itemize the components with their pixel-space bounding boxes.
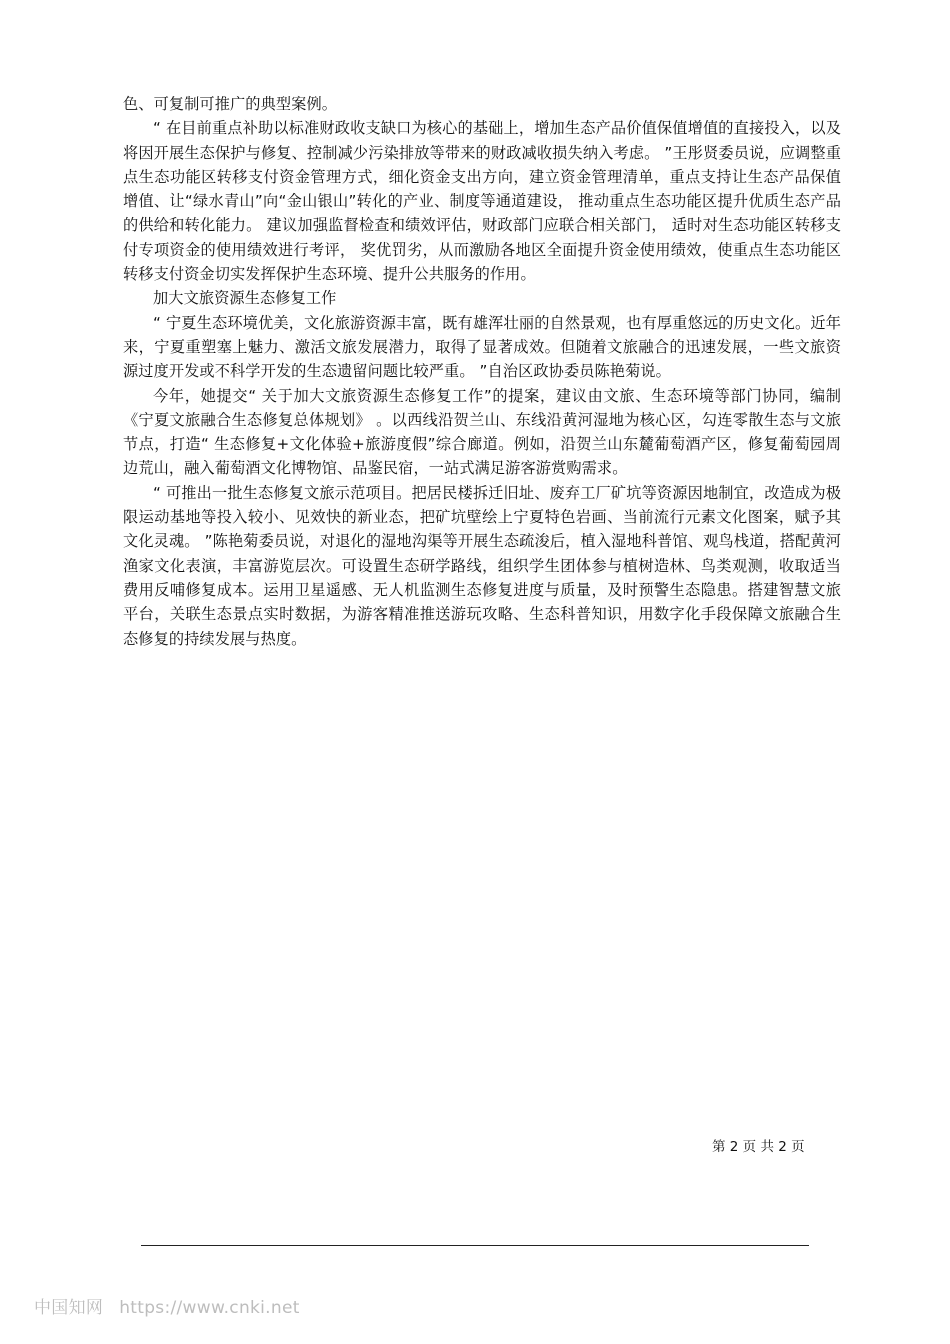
paragraph-transfer-payment: “ 在目前重点补助以标准财政收支缺口为核心的基础上，增加生态产品价值保值增值的直接投入，以及将因开展生态保护与修复、控制减少污染排放等带来的财政减收损失纳入考虑。 ”王彤贤委员说，应调整重点生态功能区转移支付资金管理方式，细化资金支出方向，建立资金管理清单，重点支持让生态产品保值增值、让“绿水青山”向“金山银山”转化的产业、制度等通道建设， 推动重点生态功能区提升优质生态产品的供给和转化能力。 建议加强监督检查和绩效评估，财政部门应联合相关部门， 适时对生态功能区转移支付专项资金的使用绩效进行考评， 奖优罚劣，从而激励各地区全面提升资金使用绩效，使重点生态功能区转移支付资金切实发挥保护生态环境、提升公共服务的作用。: [123, 119, 841, 284]
document-body: [123, 92, 841, 651]
paragraph-demo-projects: “ 可推出一批生态修复文旅示范项目。把居民楼拆迁旧址、废弃工厂矿坑等资源因地制宜，改造成为极限运动基地等投入较小、见效快的新业态，把矿坑壁绘上宁夏特色岩画、当前流行元素文化图案，赋予其文化灵魂。 ”陈艳菊委员说，对退化的湿地沟渠等开展生态疏浚后，植入湿地科普馆、观鸟栈道，搭配黄河渔家文化表演，丰富游览层次。可设置生态研学路线，组织学生团体参与植树造林、鸟类观测，收取适当费用反哺修复成本。运用卫星遥感、无人机监测生态修复进度与质量，及时预警生态隐患。搭建智慧文旅平台，关联生态景点实时数据，为游客精准推送游玩攻略、生态科普知识，用数字化手段保障文旅融合生态修复的持续发展与热度。: [123, 483, 841, 648]
watermark-brand: 中国知网: [34, 1298, 104, 1318]
section-heading: 加大文旅资源生态修复工作: [153, 289, 337, 308]
page-number: 第 2 页 共 2 页: [712, 1139, 805, 1155]
paragraph-proposal: 今年，她提交“ 关于加大文旅资源生态修复工作”的提案，建议由文旅、生态环境等部门协同，编制《宁夏文旅融合生态修复总体规划》 。以西线沿贺兰山、东线沿黄河湿地为核心区，勾连零散生态与文旅节点，打造“ 生态修复+文化体验+旅游度假”综合廊道。例如，沿贺兰山东麓葡萄酒产区，修复葡萄园周边荒山，融入葡萄酒文化博物馆、品鉴民宿，一站式满足游客游赏购需求。: [123, 386, 841, 478]
paragraph-ningxia-ecology: “ 宁夏生态环境优美，文化旅游资源丰富，既有雄浑壮丽的自然景观，也有厚重悠远的历史文化。近年来，宁夏重塑塞上魅力、激活文旅发展潜力，取得了显著成效。但随着文旅融合的迅速发展，一些文旅资源过度开发或不科学开发的生态遗留问题比较严重。 ”自治区政协委员陈艳菊说。: [123, 313, 841, 381]
paragraph-continuation: 色、可复制可推广的典型案例。: [123, 95, 338, 113]
footer-divider: [141, 1245, 809, 1246]
cnki-watermark: [34, 1293, 300, 1318]
watermark-url[interactable]: https://www.cnki.net: [119, 1298, 300, 1318]
